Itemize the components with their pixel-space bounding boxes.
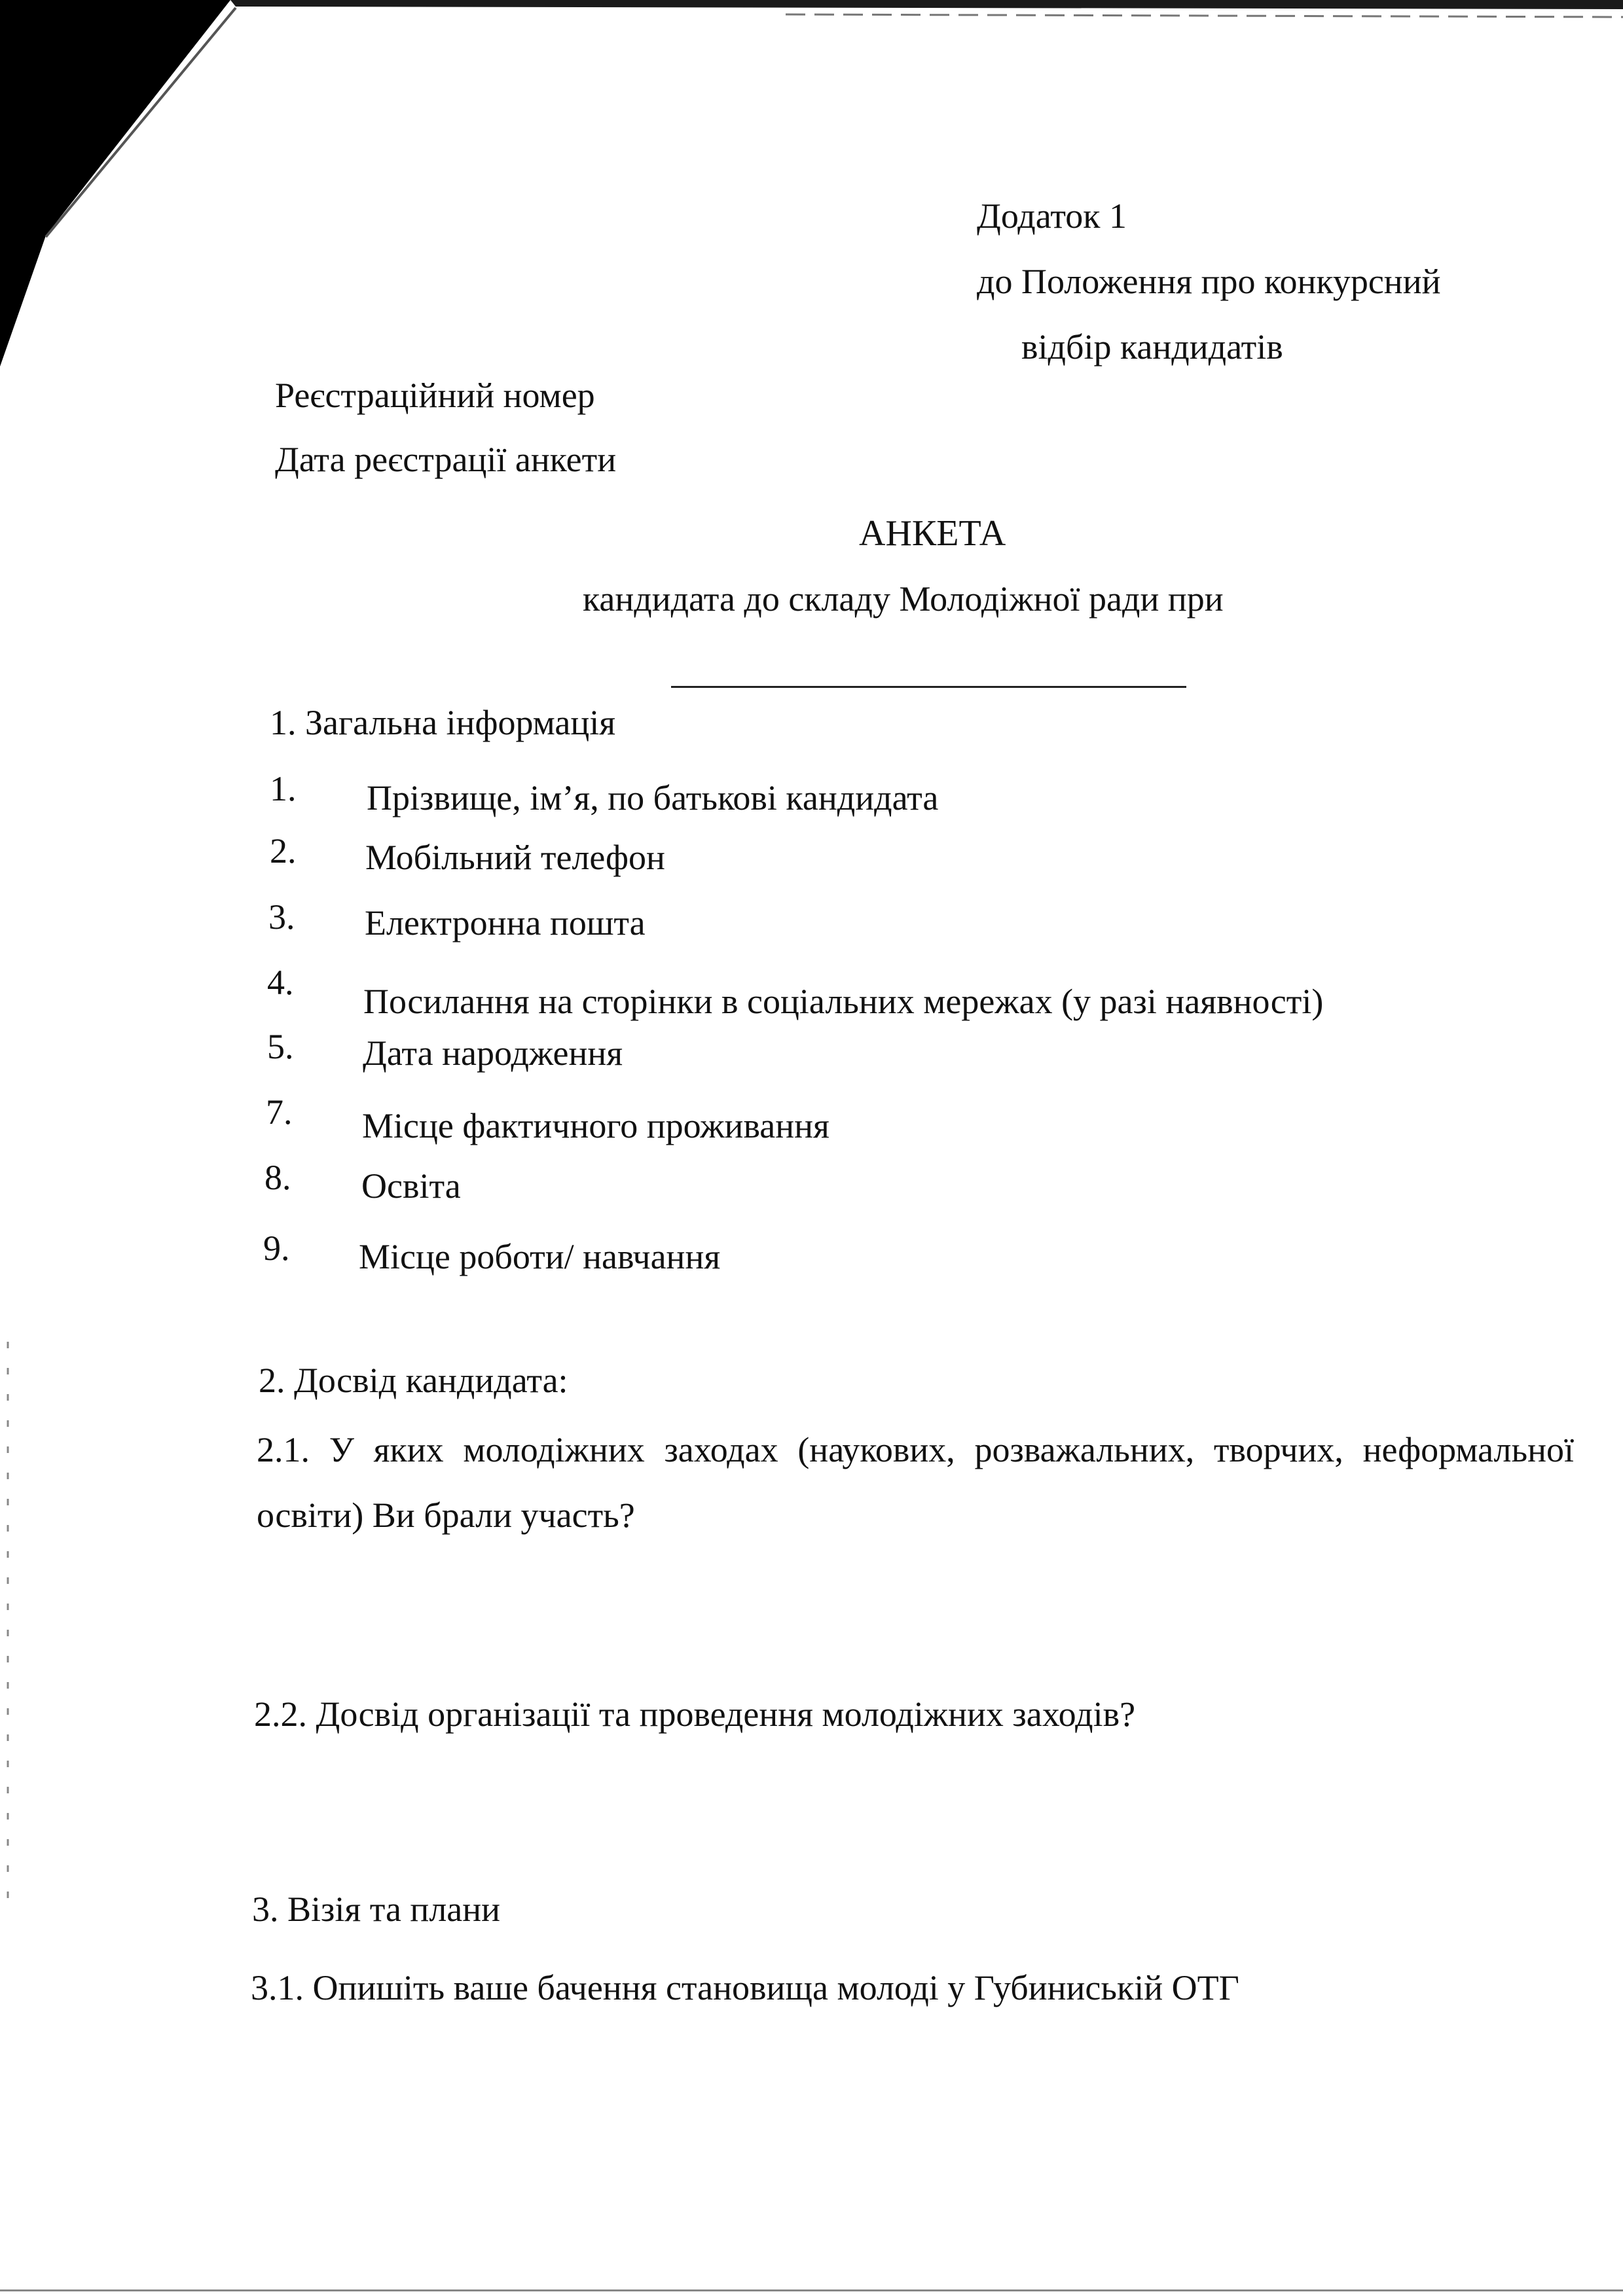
appendix-line-2: до Положення про конкурсний [977,262,1441,301]
bottom-scan-edge [0,2289,1623,2291]
registration-number-label: Реєстраційний номер [275,376,595,415]
organization-blank-line [671,686,1186,688]
item-label: Посилання на сторінки в соціальних мережах (у разі наявності) [363,982,1324,1021]
item-label: Електронна пошта [365,903,646,942]
item-number: 8. [264,1158,291,1197]
form-title: АНКЕТА [859,513,1006,554]
item-number: 3. [268,897,295,937]
appendix-line-3: відбір кандидатів [1021,327,1283,367]
item-label: Місце фактичного проживання [362,1106,830,1145]
item-label: Освіта [361,1166,461,1206]
item-label: Дата народження [363,1033,623,1073]
item-number: 7. [266,1092,293,1132]
form-subtitle: кандидата до складу Молодіжної ради при [583,579,1224,619]
item-number: 9. [263,1229,290,1268]
section-3-heading: 3. Візія та плани [252,1890,501,1929]
appendix-line-1: Додаток 1 [977,196,1127,236]
item-label: Місце роботи/ навчання [359,1237,721,1276]
item-number: 5. [267,1027,294,1066]
item-label: Мобільний телефон [365,838,665,877]
question-2-2: 2.2. Досвід організації та проведення молодіжних заходів? [254,1695,1136,1734]
item-number: 2. [270,831,297,870]
appendix-note [977,183,1441,380]
section-1-heading: 1. Загальна інформація [270,703,616,742]
item-label: Прізвище, ім’я, по батькові кандидата [367,778,939,817]
registration-date-label: Дата реєстрації анкети [275,440,617,479]
section-2-heading: 2. Досвід кандидата: [259,1361,568,1400]
item-number: 1. [270,769,297,808]
question-2-1: 2.1. У яких молодіжних заходах (наукових, розважальних, творчих, неформальної освіти) Ви брали участь? [257,1430,1574,1535]
item-number: 4. [267,963,294,1002]
question-3-1: 3.1. Опишіть ваше бачення становища молоді у Губиниській ОТГ [251,1968,1239,2007]
